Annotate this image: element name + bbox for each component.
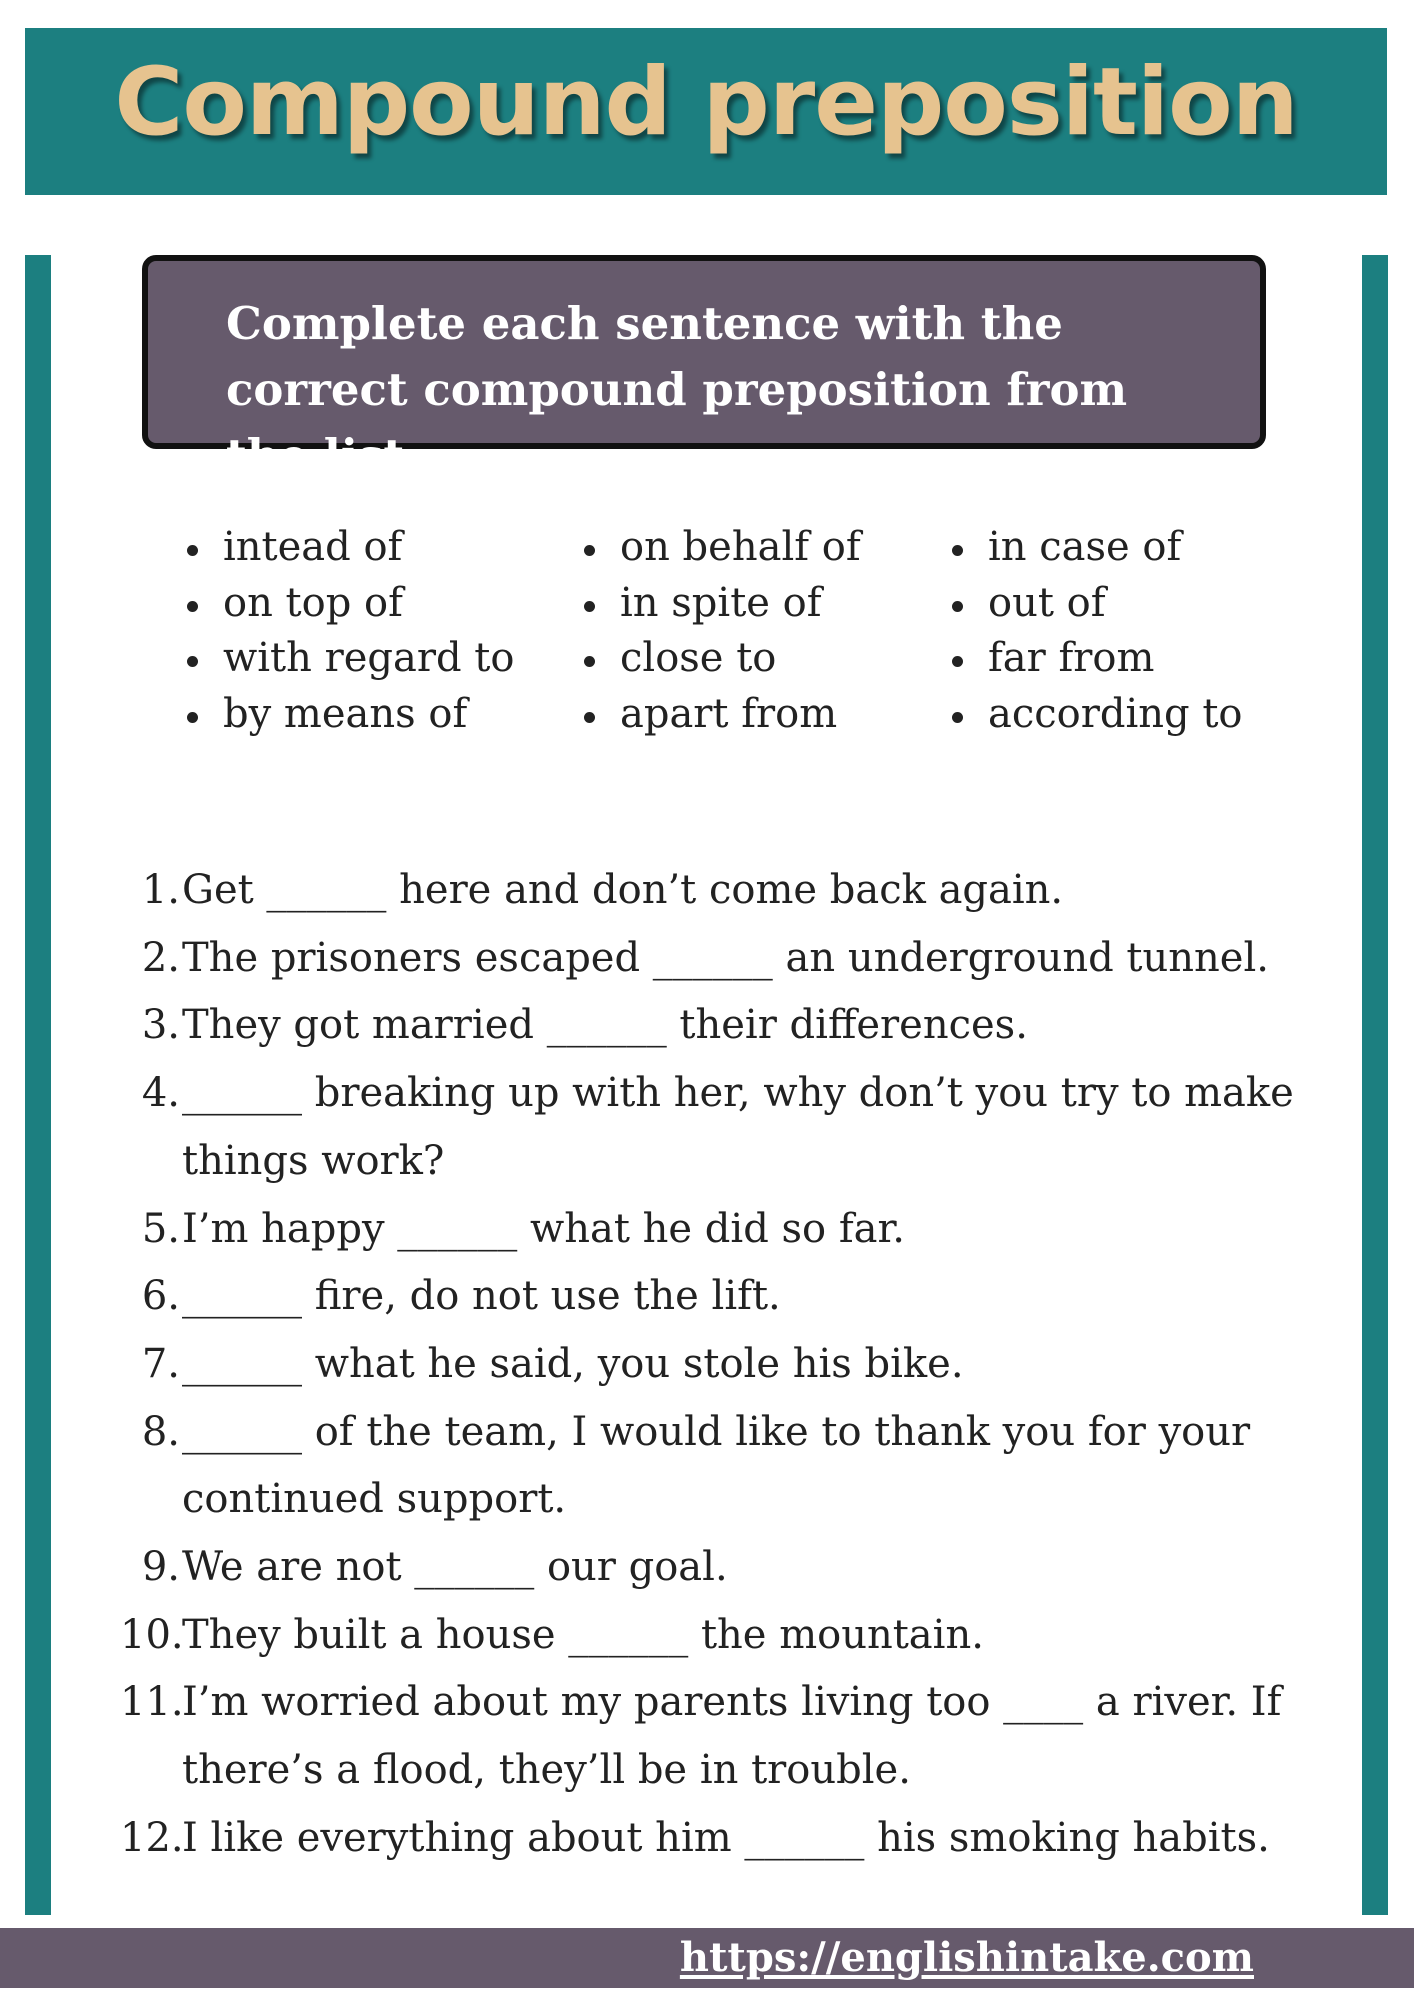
instruction-text: Complete each sentence with the correct compound preposition from the list. [226,297,1128,482]
question-number: 9. [141,1544,180,1591]
right-side-bar [1362,255,1388,1915]
question-item [120,857,1300,925]
question-text: I’m happy ______ what he did so far. [182,1205,905,1252]
word-list-item: close to [584,631,861,687]
question-item [120,1602,1300,1670]
question-item [120,925,1300,993]
question-number: 11. [120,1679,184,1726]
question-text: They got married ______ their differences. [182,1002,1028,1049]
instruction-box [142,255,1266,482]
question-number: 5. [141,1205,180,1252]
question-item [120,1331,1300,1399]
question-item [120,1196,1300,1264]
question-text: Get ______ here and don’t come back again. [182,867,1064,913]
word-list-item: out of [952,576,1243,632]
question-text: The prisoners escaped ______ an underground tunnel. [182,934,1269,981]
website-link[interactable]: https://englishintake.com [679,1934,1254,1981]
word-list-column-1 [187,520,514,742]
word-list-column-3 [952,520,1243,742]
footer-bar [0,1928,1414,1988]
question-number: 7. [141,1340,180,1387]
title-banner [25,28,1387,195]
word-list-item: in case of [952,520,1243,576]
question-item [120,1669,1300,1804]
question-text: We are not ______ our goal. [182,1544,728,1591]
question-number: 6. [141,1273,180,1320]
page-title: Compound preposition [114,48,1298,157]
question-number: 8. [141,1408,180,1455]
word-list-item: apart from [584,687,861,743]
word-list-item: according to [952,687,1243,743]
question-text: ______ what he said, you stole his bike. [182,1340,964,1387]
question-item [120,1060,1300,1195]
word-list-item: with regard to [187,631,514,687]
word-list-item: on top of [187,576,514,632]
question-number: 12. [120,1814,184,1861]
question-number: 3. [141,1002,180,1049]
question-text: ______ fire, do not use the lift. [182,1273,781,1320]
question-number: 4. [141,1070,180,1117]
question-list [120,857,1300,1873]
word-list-item: intead of [187,520,514,576]
question-text: They built a house ______ the mountain. [182,1611,984,1658]
question-item [120,1263,1300,1331]
question-text: I like everything about him ______ his smoking habits. [182,1814,1270,1861]
question-number: 2. [141,934,180,981]
word-list-column-2 [584,520,861,742]
question-item [120,1805,1300,1873]
word-list-item: on behalf of [584,520,861,576]
word-list-item: far from [952,631,1243,687]
word-list-item: in spite of [584,576,861,632]
question-text: I’m worried about my parents living too ____ a river. If there’s a flood, they’ll be in trouble. [182,1679,1282,1794]
question-item [120,1534,1300,1602]
question-text: ______ breaking up with her, why don’t you try to make things work? [182,1070,1294,1184]
word-list-item: by means of [187,687,514,743]
question-text: ______ of the team, I would like to thank you for your continued support. [182,1408,1251,1523]
left-side-bar [25,255,51,1915]
question-item [120,1399,1300,1534]
question-number: 1. [141,867,180,913]
question-number: 10. [120,1611,184,1658]
question-item [120,992,1300,1060]
